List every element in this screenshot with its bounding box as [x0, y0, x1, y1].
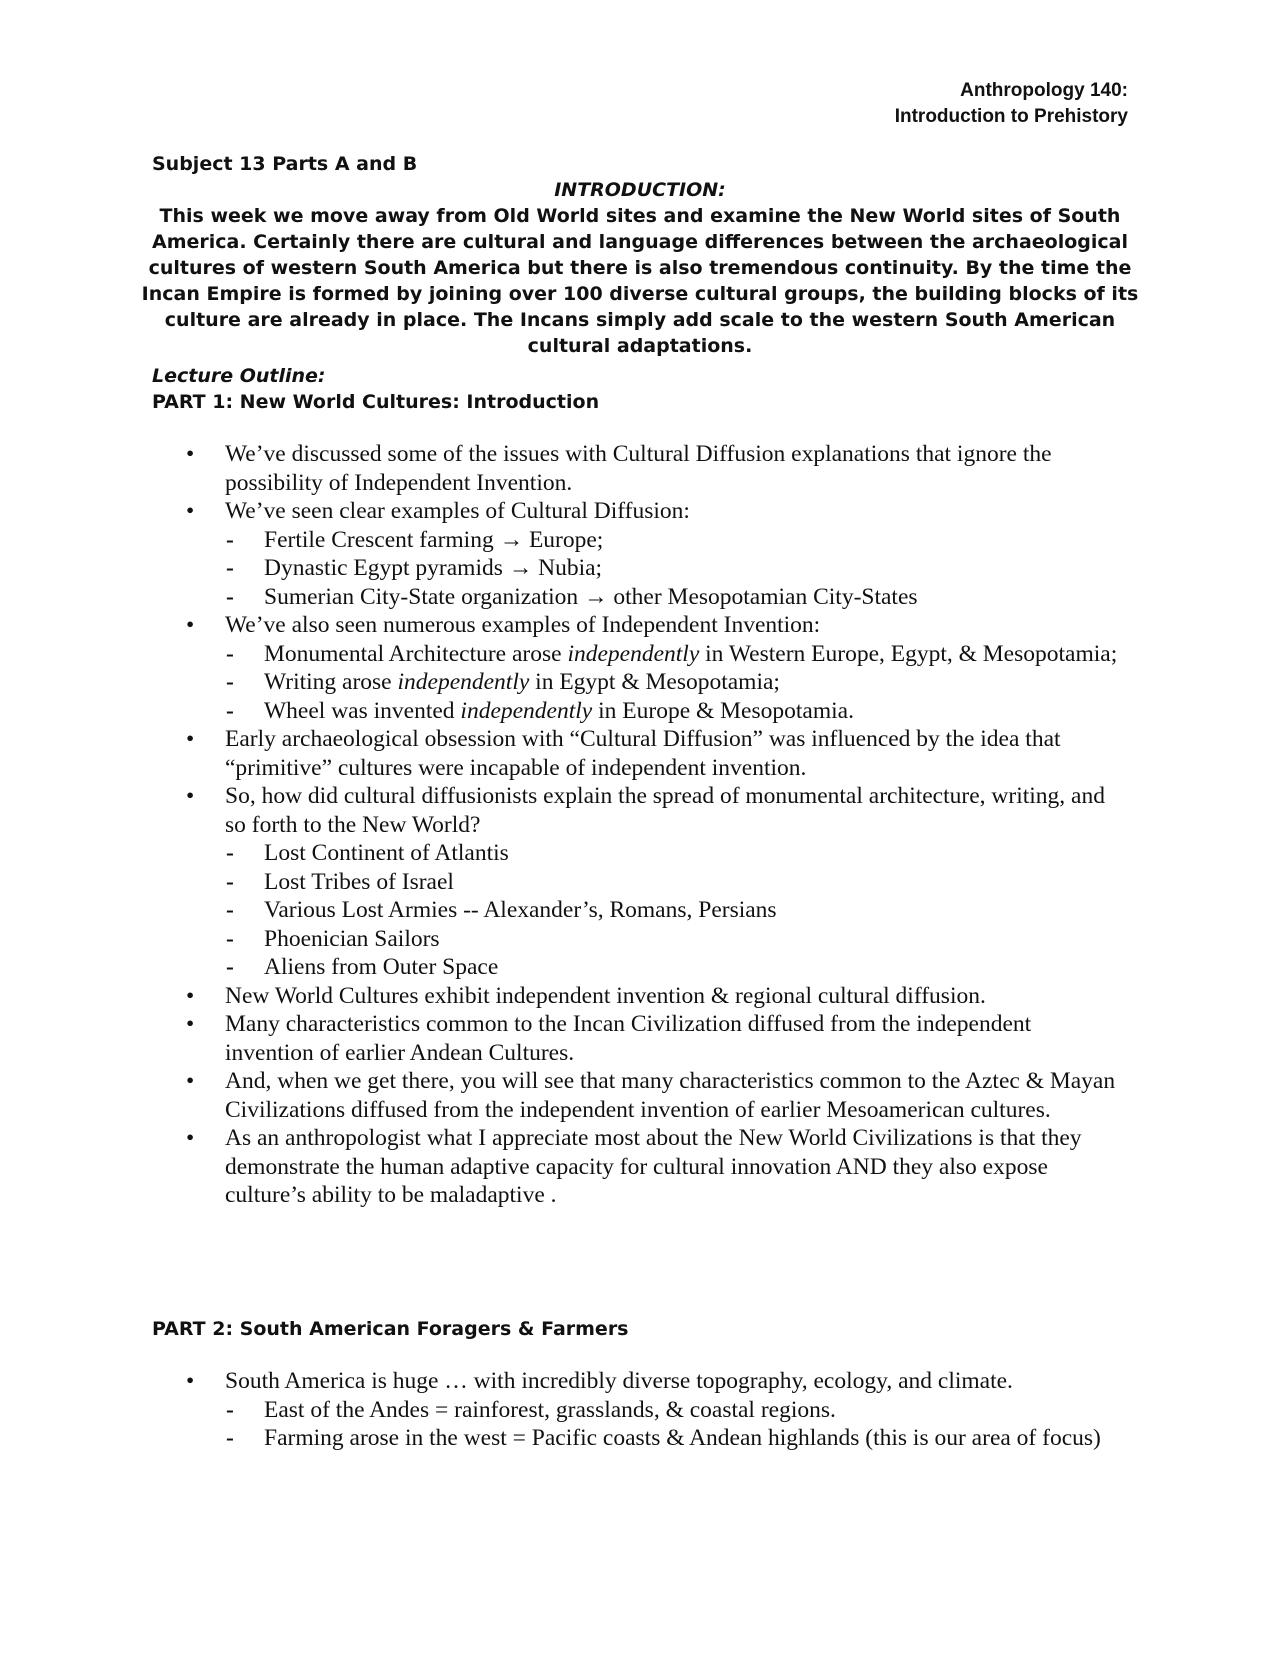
- list-item-text: Sumerian City-State organization → other Mesopotamian City-States: [264, 583, 918, 610]
- part1-list: [0, 440, 1280, 1210]
- sub-list-item: [0, 868, 1280, 897]
- list-item: [0, 982, 1280, 1011]
- list-item-text: We’ve also seen numerous examples of Independent Invention:: [225, 612, 821, 638]
- dash-icon: -: [226, 555, 234, 581]
- subject-title: Subject 13 Parts A and B: [152, 153, 418, 175]
- bullet-icon: •: [186, 1068, 195, 1094]
- bullet-icon: •: [186, 726, 195, 752]
- list-item-text: Aliens from Outer Space: [264, 954, 499, 980]
- list-item-emphasis: independently: [397, 669, 530, 695]
- list-item-text: Fertile Crescent farming → Europe;: [264, 526, 604, 553]
- sub-list-item: [0, 697, 1280, 726]
- list-item-text: So, how did cultural diffusionists explain the spread of monumental architecture, writing, and so forth to the New World?: [225, 783, 1105, 838]
- bullet-icon: •: [186, 982, 195, 1009]
- list-item-text: Lost Tribes of Israel: [264, 868, 454, 895]
- list-item-emphasis: independently: [460, 697, 593, 724]
- list-item-text: Wheel was invented: [264, 697, 461, 724]
- sub-list-item: [0, 839, 1280, 868]
- list-item-text: in Europe & Mesopotamia.: [592, 697, 854, 724]
- bullet-icon: •: [186, 1011, 195, 1037]
- list-item-text: New World Cultures exhibit independent invention & regional cultural diffusion.: [225, 982, 986, 1009]
- dash-icon: -: [226, 868, 234, 895]
- list-item-text: South America is huge … with incredibly diverse topography, ecology, and climate.: [225, 1368, 1013, 1394]
- dash-icon: -: [226, 925, 234, 952]
- list-item: [0, 1010, 1280, 1067]
- sub-list-item: [0, 953, 1280, 982]
- sub-list-item: [0, 668, 1280, 697]
- list-item-text: We’ve discussed some of the issues with Cultural Diffusion explanations that ignore the possibility of Independent Invention.: [225, 441, 1052, 496]
- bullet-icon: •: [186, 783, 195, 809]
- list-item: [0, 497, 1280, 526]
- course-title: Introduction to Prehistory: [894, 106, 1128, 127]
- list-item-text: Monumental Architecture arose: [264, 640, 568, 667]
- list-item-text: in Egypt & Mesopotamia;: [529, 669, 780, 695]
- list-item-text: Many characteristics common to the Incan Civilization diffused from the independent invention of earlier Andean Cultures.: [225, 1011, 1032, 1066]
- lecture-outline-label: Lecture Outline:: [152, 365, 326, 387]
- dash-icon: -: [226, 640, 234, 667]
- list-item-text: Various Lost Armies -- Alexander’s, Romans, Persians: [264, 897, 777, 923]
- dash-icon: -: [226, 954, 234, 980]
- bullet-icon: •: [186, 441, 195, 467]
- course-header: [895, 78, 1128, 130]
- list-item-text: As an anthropologist what I appreciate most about the New World Civilizations is that they demonstrate the human adaptive capacity for cultural innovation AND they also expose culture’s ability to be maladaptive .: [225, 1125, 1082, 1208]
- dash-icon: -: [226, 669, 234, 695]
- dash-icon: -: [226, 583, 234, 610]
- course-number: Anthropology 140:: [960, 80, 1128, 101]
- list-item: [0, 1124, 1280, 1210]
- introduction-block: [140, 177, 1140, 359]
- bullet-icon: •: [186, 498, 195, 524]
- sub-list-item: [0, 1424, 1280, 1453]
- list-item-text: Farming arose in the west = Pacific coasts & Andean highlands (this is our area of focus): [264, 1425, 1101, 1451]
- dash-icon: -: [226, 697, 234, 724]
- list-item: [0, 725, 1280, 782]
- list-item-text: Phoenician Sailors: [264, 925, 440, 952]
- list-item: [0, 1067, 1280, 1124]
- dash-icon: -: [226, 840, 234, 866]
- list-item-text: Dynastic Egypt pyramids → Nubia;: [264, 555, 603, 581]
- part2-list: [0, 1367, 1280, 1453]
- sub-list-item: [0, 896, 1280, 925]
- list-item-text: in Western Europe, Egypt, & Mesopotamia;: [699, 640, 1118, 667]
- bullet-icon: •: [186, 1125, 195, 1151]
- introduction-heading: INTRODUCTION:: [554, 179, 726, 201]
- introduction-text: This week we move away from Old World sites and examine the New World sites of South America. Certainly there are cultural and language differences between the archaeological cultures of western South America but there is also tremendous continuity. By the time the Incan Empire is formed by joining over 100 diverse cultural groups, the building blocks of its culture are already in place. The Incans simply add scale to the western South American cultural adaptations.: [141, 205, 1139, 357]
- list-item-text: Lost Continent of Atlantis: [264, 840, 509, 866]
- list-item: [0, 782, 1280, 839]
- dash-icon: -: [226, 1396, 234, 1423]
- list-item-text: And, when we get there, you will see that many characteristics common to the Aztec & Mayan Civilizations diffused from the independent invention of earlier Mesoamerican cultures.: [225, 1068, 1116, 1123]
- dash-icon: -: [226, 1425, 234, 1451]
- sub-list-item: [0, 526, 1280, 555]
- list-item-text: Writing arose: [264, 669, 398, 695]
- bullet-icon: •: [186, 1368, 195, 1394]
- list-item: [0, 1367, 1280, 1396]
- bullet-icon: •: [186, 612, 195, 638]
- sub-list-item: [0, 640, 1280, 669]
- sub-list-item: [0, 925, 1280, 954]
- list-item-emphasis: independently: [567, 640, 700, 667]
- list-item-text: Early archaeological obsession with “Cultural Diffusion” was influenced by the idea that “primitive” cultures were incapable of independent invention.: [225, 726, 1061, 781]
- dash-icon: -: [226, 526, 234, 553]
- sub-list-item: [0, 583, 1280, 612]
- list-item: [0, 440, 1280, 497]
- part1-title: PART 1: New World Cultures: Introduction: [152, 391, 600, 413]
- list-item-text: We’ve seen clear examples of Cultural Diffusion:: [225, 498, 690, 524]
- part2-title: PART 2: South American Foragers & Farmers: [152, 1318, 629, 1340]
- list-item-text: East of the Andes = rainforest, grasslands, & coastal regions.: [264, 1396, 836, 1423]
- list-item: [0, 611, 1280, 640]
- sub-list-item: [0, 554, 1280, 583]
- dash-icon: -: [226, 897, 234, 923]
- sub-list-item: [0, 1396, 1280, 1425]
